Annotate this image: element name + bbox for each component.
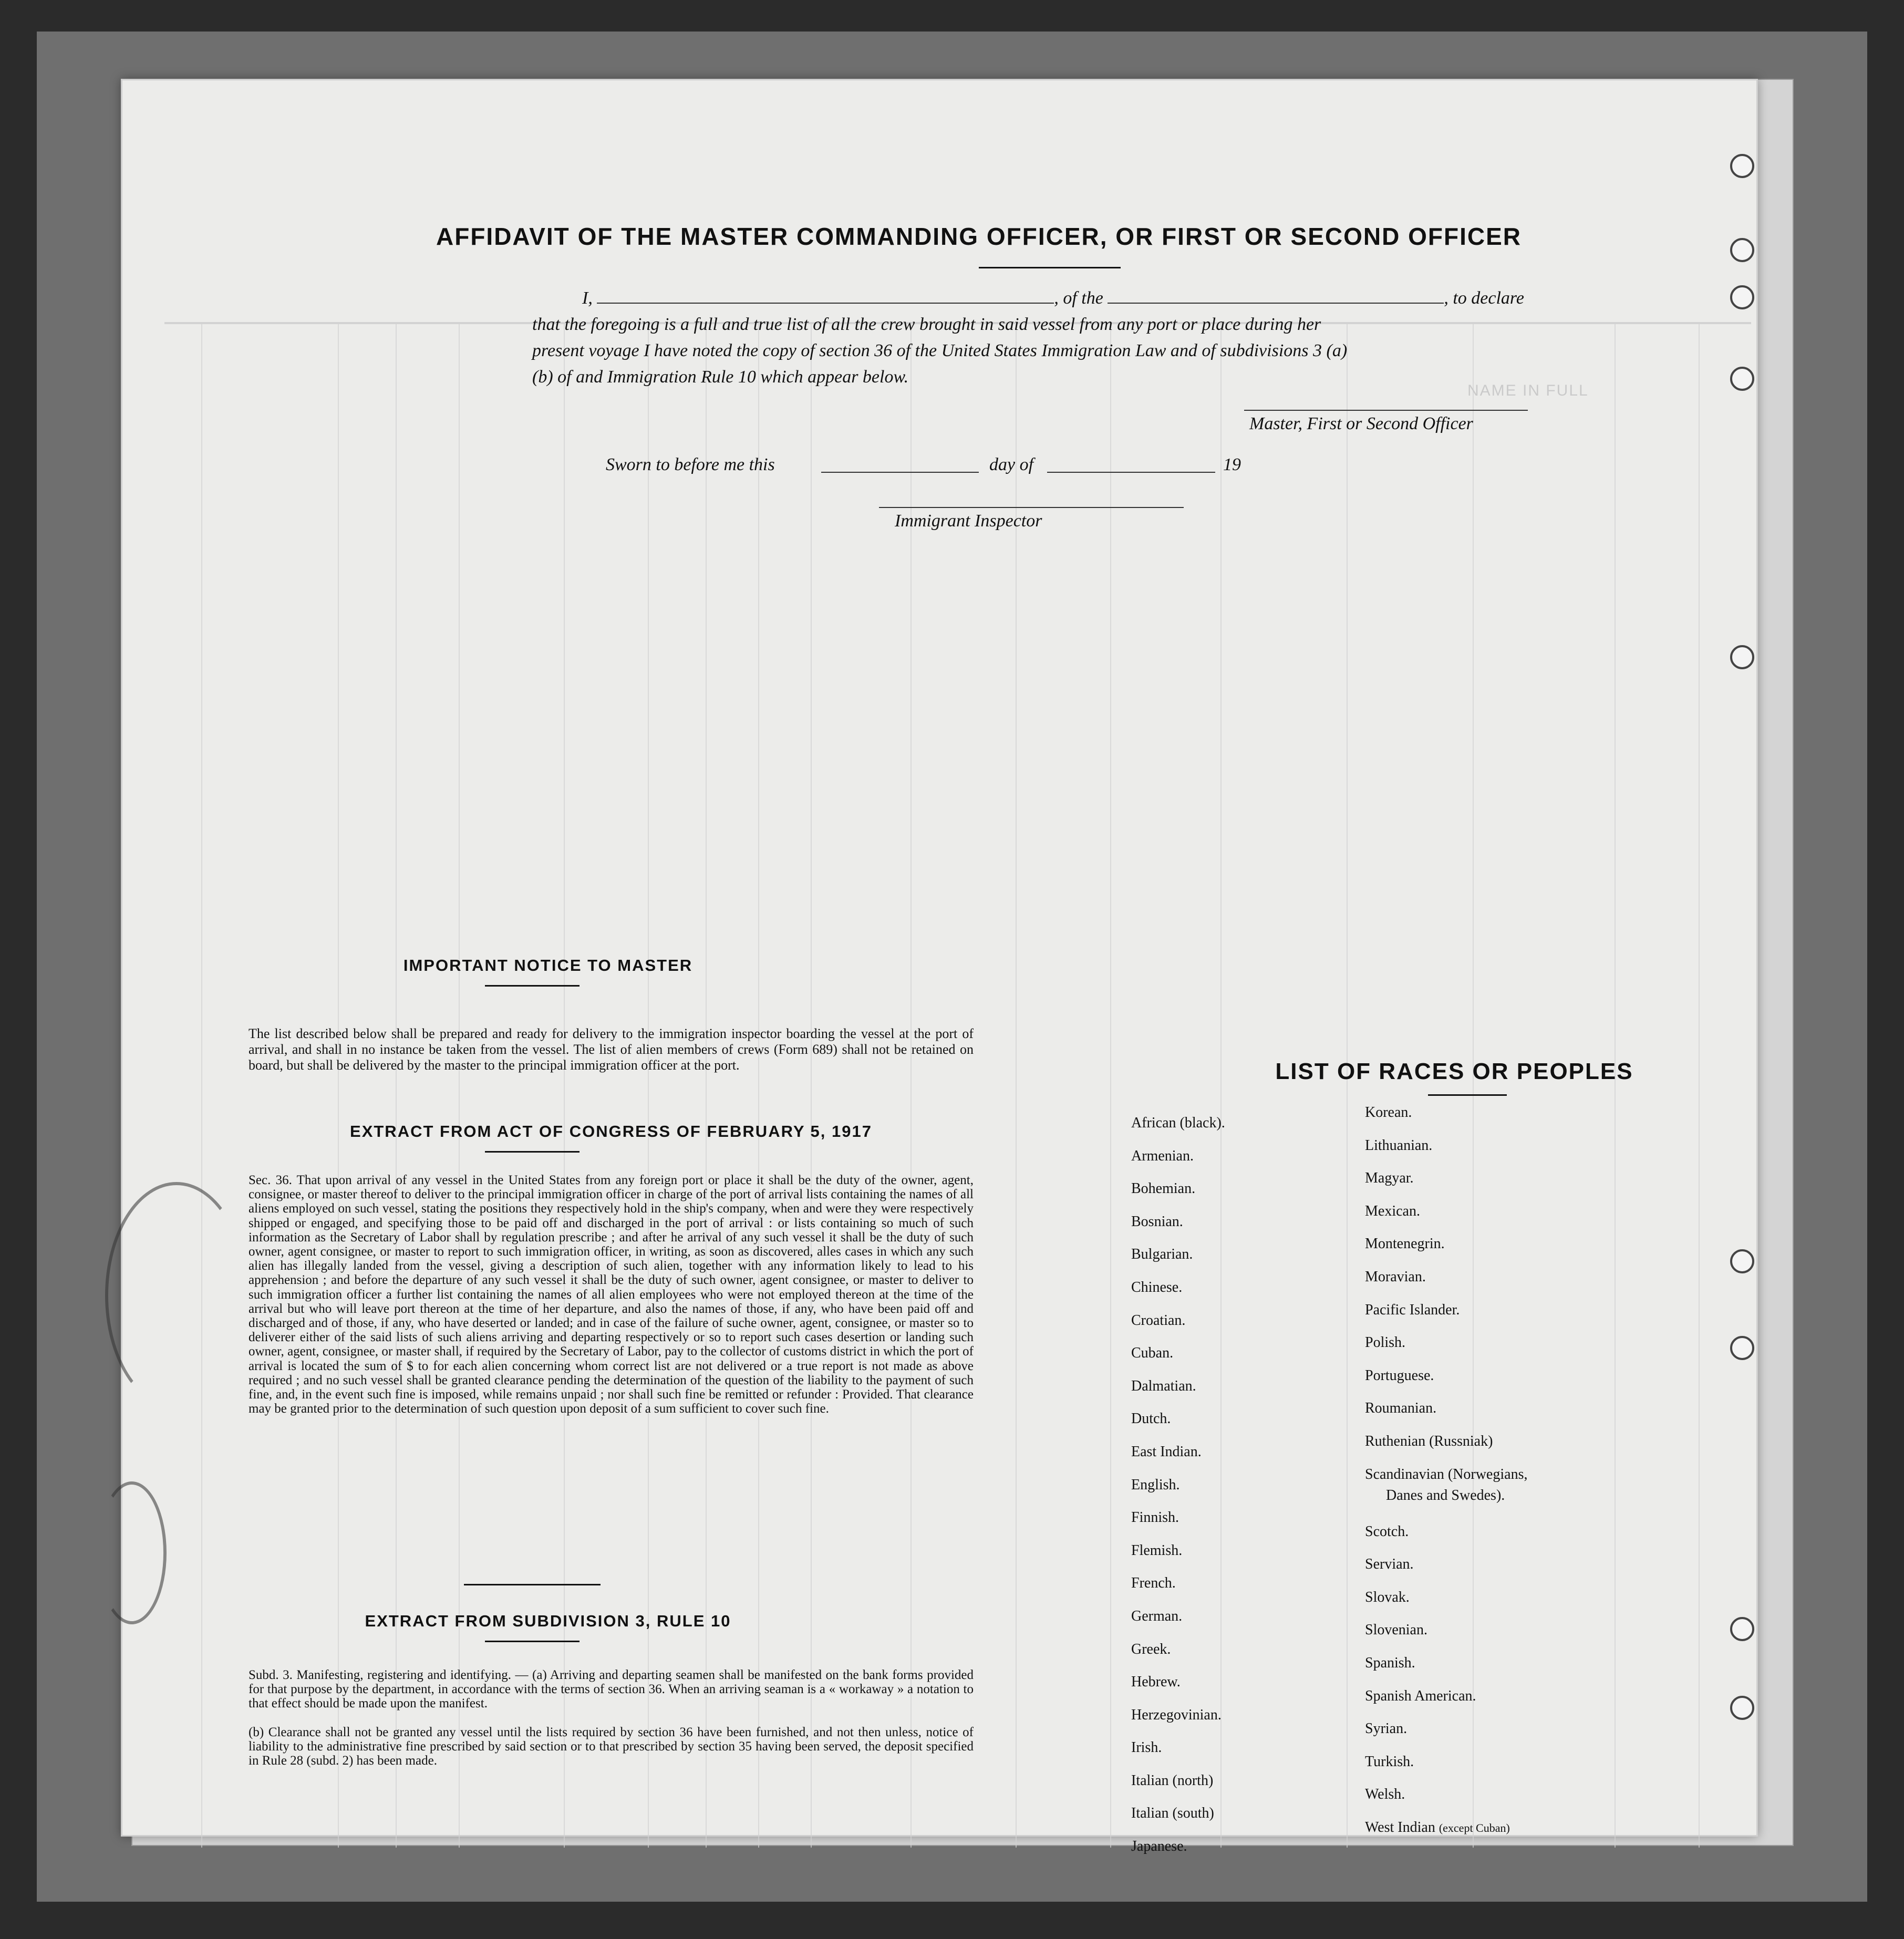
race-item-scandinavian — [1365, 1464, 1527, 1521]
race-item: Irish. — [1131, 1739, 1162, 1756]
binder-hole — [1730, 645, 1754, 669]
title-rule — [979, 267, 1121, 268]
extract-rule-rule — [485, 1641, 580, 1642]
race-item: Ruthenian (Russniak) — [1365, 1433, 1493, 1449]
race-item: Syrian. — [1365, 1720, 1408, 1737]
race-item: Roumanian. — [1365, 1400, 1437, 1417]
race-item: Spanish. — [1365, 1654, 1415, 1671]
race-item: French. — [1131, 1575, 1176, 1592]
race-item: Finnish. — [1131, 1509, 1179, 1526]
race-item: Turkish. — [1365, 1753, 1414, 1770]
race-item: Bulgarian. — [1131, 1246, 1193, 1263]
extract-act-title: EXTRACT FROM ACT OF CONGRESS OF FEBRUARY 5, 1917 — [350, 1122, 872, 1140]
race-item: Armenian. — [1131, 1147, 1194, 1164]
race-item: Flemish. — [1131, 1542, 1183, 1559]
race-item: Scandinavian (Norwegians, — [1365, 1466, 1528, 1482]
of-the-label: , of the — [1054, 288, 1103, 308]
race-item: Welsh. — [1365, 1786, 1405, 1803]
inspector-label: Immigrant Inspector — [895, 511, 1042, 531]
race-item: German. — [1131, 1608, 1183, 1624]
ghost-heading: NAME IN FULL — [1467, 382, 1589, 399]
race-item: Italian (south) — [1131, 1805, 1214, 1822]
binder-hole — [1730, 238, 1754, 262]
vessel-name-field[interactable] — [1108, 287, 1444, 304]
race-item: Portuguese. — [1365, 1367, 1434, 1384]
race-item: Dutch. — [1131, 1411, 1171, 1427]
extract-rule-title: EXTRACT FROM SUBDIVISION 3, RULE 10 — [365, 1612, 731, 1630]
race-item: English. — [1131, 1476, 1180, 1493]
declarant-prefix: I, — [582, 288, 593, 308]
notice-title: IMPORTANT NOTICE TO MASTER — [403, 956, 693, 974]
race-item: Magyar. — [1365, 1170, 1414, 1187]
races-title: LIST OF RACES OR PEOPLES — [1275, 1059, 1633, 1084]
section-36-text: Sec. 36. That upon arrival of any vessel in the United States from any foreign port or place it shall be the duty of the owner, agent, consignee, or master thereof to deliver to the principal immigration officer in charge of the port of arrival lists containing the names of all aliens employed on such vessel, stating the positions they respectively hold in the ship's company, when and were they were respectively shipped or engaged, and specifying those to be paid off and discharged in the port of arrival : or lists containing so much of such information as the Secretary of Labor shall by regulation prescribe ; and after he arrival of any such vessel it shall be the duty of such owner, agent consignee, or master to report to such immigration officer, in writing, as soon as discovered, alles cases in which any such alien has illegally landed from the vessel, giving a description of such alien, together with any information likely to lead to his apprehension ; and before the departure of any such vessel it shall be the duty of such owner, agent consignee, or master to deliver to such immigration officer a further list containing the names of all alien employees who were not employed thereon at the time of the arrival but who will leave port thereon at the time of her departure, and also the names of those, if any, who have been paid off and discharged and of those, if any, who have deserted or landed; and in case of the failure of suche owner, agent, consignee, or master so to deliverer either of the said lists of such aliens arriving and departing respectively or so to report such cases desertion or landing such owner, agent, consignee, or master shall, if required by the Secretary of Labor, pay to the collector of customs district in which the port of arrival is located the sum of $ to for each alien concerning whom correct list are not delivered or a true report is not made as above required ; and no such vessel shall be granted clearance pending the determination of the question of the liability to the payment of such fine, and, in the event such fine is imposed, while remains unpaid ; nor shall such fine be remitted or refunder : Provided. That clearance may be granted prior to the determination of such question upon deposit of a sum sufficient to cover such fine. — [249, 1173, 974, 1416]
declaration-line-3: present voyage I have noted the copy of section 36 of the United States Immigration Law and of subdivisions 3 (a) — [532, 341, 1348, 360]
race-item: Japanese. — [1131, 1838, 1187, 1855]
rule-10-text-a: Subd. 3. Manifesting, registering and identifying. — (a) Arriving and departing seamen shall be manifested on the bank forms provided for that purpose by the department, in accordance with the terms of section 36. When an arriving seaman is a « workaway » a notation to that effect should be made upon the manifest. — [249, 1668, 974, 1711]
rule-10-text-b: (b) Clearance shall not be granted any vessel until the lists required by section 36 have been furnished, and not then unless, notice of liability to the administrative fine prescribed by said section or to that prescribed by section 35 having been served, the deposit specified in Rule 28 (subd. 2) has been made. — [249, 1725, 974, 1768]
signature-line — [1244, 410, 1528, 411]
declarant-name-field[interactable] — [597, 287, 1054, 304]
binder-hole — [1730, 154, 1754, 178]
extract-act-rule — [485, 1151, 580, 1153]
race-item: East Indian. — [1131, 1443, 1202, 1460]
race-item-west-indian — [1365, 1817, 1527, 1850]
year-label: 19 — [1223, 455, 1241, 474]
declare-label: , to declare — [1444, 288, 1524, 308]
master-signature-label: Master, First or Second Officer — [1249, 414, 1473, 433]
race-item: West Indian — [1365, 1819, 1435, 1836]
binder-hole — [1730, 1336, 1754, 1360]
notice-text: The list described below shall be prepared and ready for delivery to the immigration inspector boarding the vessel at the port of arrival, and shall in no instance be taken from the vessel. The list of alien members of crews (Form 689) shall not be retained on board, but shall be delivered by the master to the principal immigration officer at the port. — [249, 1026, 974, 1073]
section-divider — [464, 1584, 601, 1585]
race-item: Pacific Islander. — [1365, 1301, 1460, 1318]
race-item: Slovenian. — [1365, 1622, 1427, 1639]
race-item: Hebrew. — [1131, 1674, 1181, 1691]
race-item: Greek. — [1131, 1641, 1171, 1657]
races-rule — [1428, 1094, 1507, 1096]
race-item: Scotch. — [1365, 1523, 1409, 1540]
races-left-column — [1131, 1113, 1225, 1869]
race-item: Servian. — [1365, 1556, 1414, 1573]
race-item: Mexican. — [1365, 1202, 1420, 1219]
pencil-mark — [97, 1481, 167, 1624]
race-item: Bohemian. — [1131, 1180, 1196, 1197]
races-right-column — [1365, 1102, 1527, 1850]
declaration-line-2: that the foregoing is a full and true list of all the crew brought in said vessel from any port or place during her — [532, 315, 1321, 334]
race-item: Slovak. — [1365, 1589, 1410, 1605]
race-item: Cuban. — [1131, 1345, 1174, 1362]
sworn-label: Sworn to before me this — [606, 455, 775, 474]
sworn-month-field[interactable] — [1047, 472, 1215, 473]
race-item: Herzegovinian. — [1131, 1706, 1222, 1723]
race-item-continuation: Danes and Swedes). — [1386, 1487, 1505, 1503]
pencil-mark — [105, 1182, 248, 1409]
binder-hole — [1730, 1696, 1754, 1720]
inspector-signature-field[interactable] — [879, 507, 1184, 508]
race-item: Montenegrin. — [1365, 1236, 1445, 1252]
race-item: Moravian. — [1365, 1268, 1426, 1285]
declaration-line-4: (b) of and Immigration Rule 10 which appear below. — [532, 367, 909, 387]
race-item: Lithuanian. — [1365, 1137, 1433, 1154]
race-item: Chinese. — [1131, 1279, 1183, 1295]
race-item-note: (except Cuban) — [1439, 1821, 1510, 1834]
affidavit-declaration — [532, 285, 1551, 390]
binder-hole — [1730, 1617, 1754, 1641]
master-signature[interactable] — [1249, 414, 1473, 434]
binder-hole — [1730, 367, 1754, 391]
race-item: Polish. — [1365, 1334, 1406, 1351]
race-item: Bosnian. — [1131, 1213, 1183, 1230]
race-item: African (black). — [1131, 1115, 1225, 1131]
affidavit-page — [121, 79, 1758, 1855]
race-item: Spanish American. — [1365, 1687, 1476, 1704]
binder-hole — [1730, 1249, 1754, 1273]
race-item: Italian (north) — [1131, 1772, 1214, 1789]
race-item: Dalmatian. — [1131, 1377, 1196, 1394]
race-item: Croatian. — [1131, 1312, 1186, 1329]
notice-rule — [485, 985, 580, 987]
day-of-label: day of — [989, 455, 1034, 474]
affidavit-title: AFFIDAVIT OF THE MASTER COMMANDING OFFICER, OR FIRST OR SECOND OFFICER — [436, 223, 1522, 250]
race-item: Korean. — [1365, 1104, 1412, 1121]
binder-hole — [1730, 285, 1754, 309]
sworn-date-field[interactable] — [821, 472, 979, 473]
